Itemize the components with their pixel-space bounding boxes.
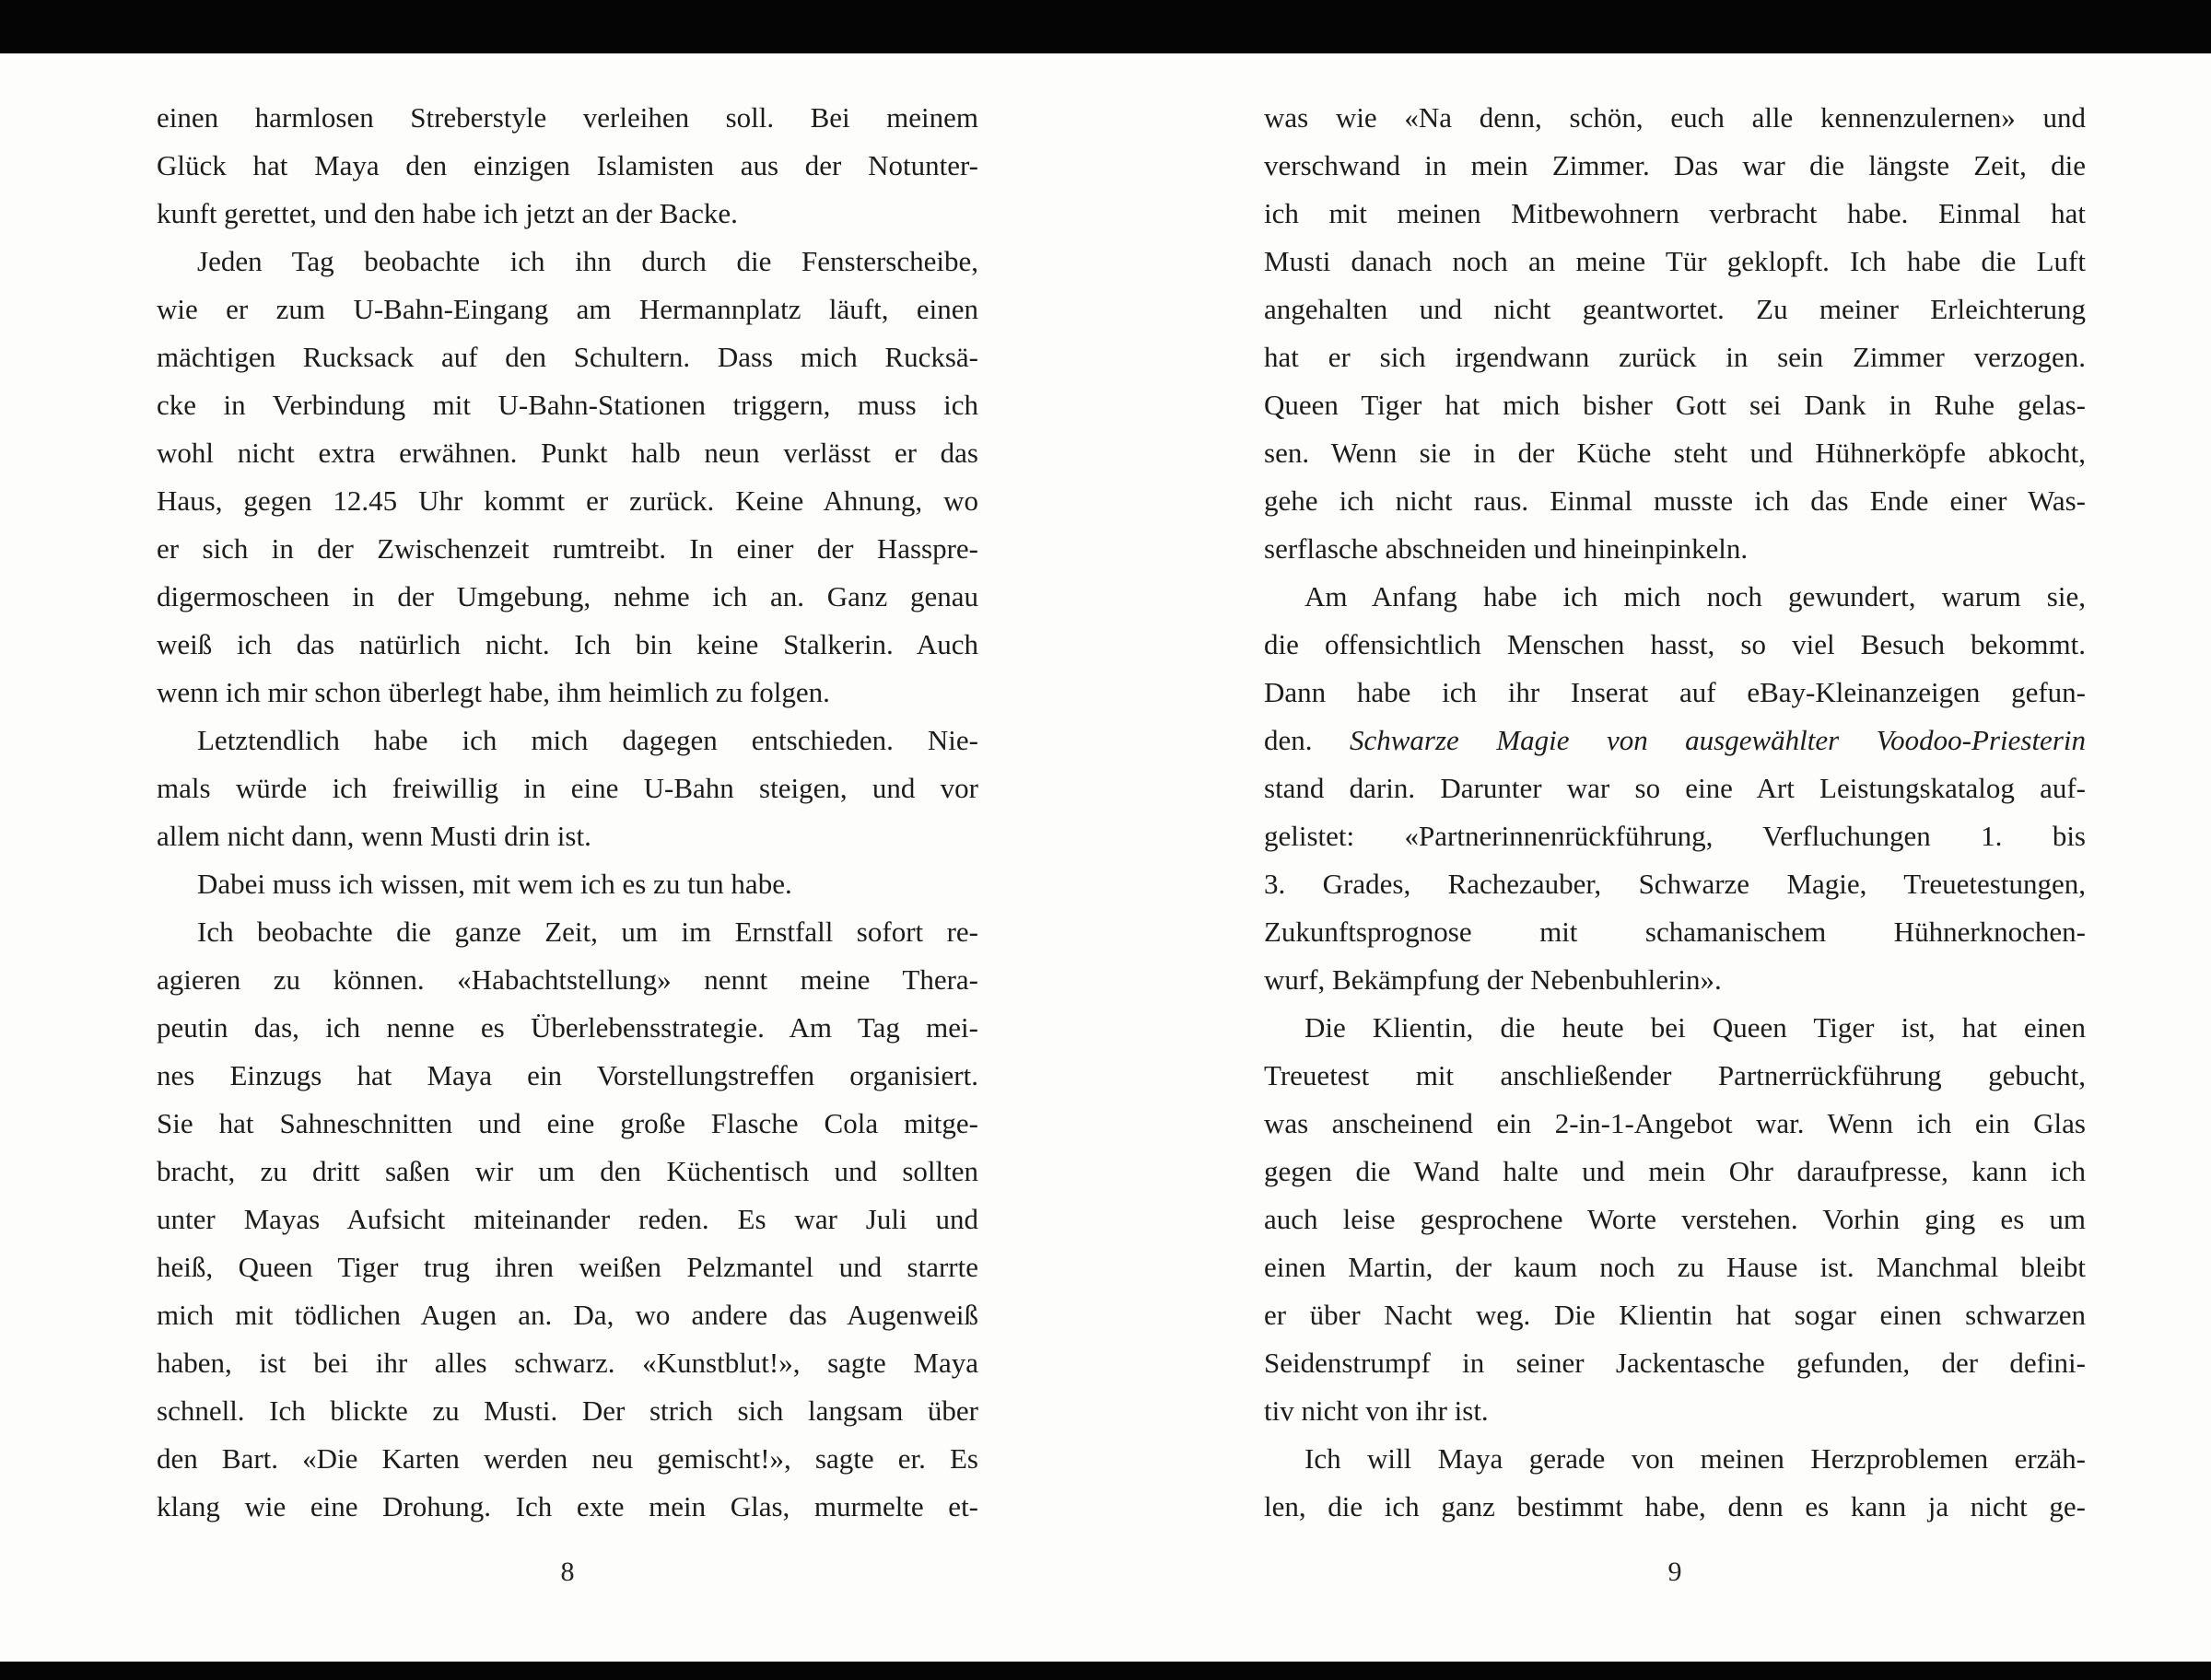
page-number-right: 9 xyxy=(1667,1557,1682,1587)
text-segment: was wie «Na denn, schön, euch alle kennenzulernen» und xyxy=(1264,101,2086,134)
paragraph xyxy=(1264,1004,2086,1435)
text-line xyxy=(1264,190,2086,238)
text-line xyxy=(1264,764,2086,812)
text-segment: haben, ist bei ihr alles schwarz. «Kunstblut!», sagte Maya xyxy=(157,1347,978,1379)
text-line xyxy=(157,1387,978,1435)
text-line xyxy=(157,860,978,908)
text-segment: er über Nacht weg. Die Klientin hat sogar einen schwarzen xyxy=(1264,1299,2086,1331)
text-segment: Seidenstrumpf in seiner Jackentasche gefunden, der defini- xyxy=(1264,1347,2086,1379)
text-line xyxy=(157,1435,978,1483)
text-segment: len, die ich ganz bestimmt habe, denn es kann ja nicht ge- xyxy=(1264,1490,2086,1522)
text-line xyxy=(157,1052,978,1100)
text-segment: Zukunftsprognose mit schamanischem Hühnerknochen- xyxy=(1264,916,2086,948)
text-line xyxy=(1264,1004,2086,1052)
text-line xyxy=(157,429,978,477)
text-line xyxy=(1264,477,2086,525)
text-segment: heiß, Queen Tiger trug ihren weißen Pelzmantel und starrte xyxy=(157,1251,978,1283)
text-segment: allem nicht dann, wenn Musti drin ist. xyxy=(157,820,591,852)
text-line xyxy=(1264,94,2086,142)
text-line xyxy=(157,1339,978,1387)
text-line xyxy=(157,717,978,764)
paragraph xyxy=(1264,94,2086,573)
text-segment: Treuetest mit anschließender Partnerrückführung gebucht, xyxy=(1264,1059,2086,1091)
text-line xyxy=(157,1148,978,1196)
text-line xyxy=(157,286,978,333)
text-line xyxy=(157,764,978,812)
text-segment: gelistet: «Partnerinnenrückführung, Verfluchungen 1. bis xyxy=(1264,820,2086,852)
text-segment: Musti danach noch an meine Tür geklopft. Ich habe die Luft xyxy=(1264,245,2086,277)
text-segment: schnell. Ich blickte zu Musti. Der strich sich langsam über xyxy=(157,1394,978,1427)
paragraph xyxy=(157,238,978,717)
text-segment: gehe ich nicht raus. Einmal musste ich das Ende einer Was- xyxy=(1264,484,2086,517)
text-segment: Letztendlich habe ich mich dagegen entschieden. Nie- xyxy=(197,724,978,756)
text-line xyxy=(1264,238,2086,286)
text-segment: 3. Grades, Rachezauber, Schwarze Magie, Treuetestungen, xyxy=(1264,868,2086,900)
text-segment: die offensichtlich Menschen hasst, so viel Besuch bekommt. xyxy=(1264,628,2086,660)
text-line xyxy=(1264,381,2086,429)
text-line xyxy=(157,621,978,669)
text-segment: wie er zum U-Bahn-Eingang am Hermannplatz läuft, einen xyxy=(157,293,978,325)
text-segment: Queen Tiger hat mich bisher Gott sei Dank in Ruhe gelas- xyxy=(1264,389,2086,421)
text-line xyxy=(1264,1483,2086,1531)
text-line xyxy=(1264,525,2086,573)
text-line xyxy=(1264,1148,2086,1196)
text-line xyxy=(1264,860,2086,908)
text-segment: Sie hat Sahneschnitten und eine große Flasche Cola mitge- xyxy=(157,1107,978,1139)
text-line xyxy=(157,1291,978,1339)
text-line xyxy=(1264,1196,2086,1243)
text-segment: gegen die Wand halte und mein Ohr daraufpresse, kann ich xyxy=(1264,1155,2086,1187)
text-line xyxy=(1264,1243,2086,1291)
text-segment: den Bart. «Die Karten werden neu gemischt!», sagte er. Es xyxy=(157,1442,978,1475)
text-line xyxy=(1264,1387,2086,1435)
text-segment: bracht, zu dritt saßen wir um den Küchentisch und sollten xyxy=(157,1155,978,1187)
italic-text-segment: Schwarze Magie von ausgewählter Voodoo-Priesterin xyxy=(1349,724,2086,756)
bottom-black-bar xyxy=(0,1662,2211,1680)
text-segment: mächtigen Rucksack auf den Schultern. Dass mich Rucksä- xyxy=(157,341,978,373)
text-line xyxy=(157,381,978,429)
text-segment: Dabei muss ich wissen, mit wem ich es zu tun habe. xyxy=(197,868,792,900)
text-segment: wenn ich mir schon überlegt habe, ihm heimlich zu folgen. xyxy=(157,676,830,708)
text-segment: was anscheinend ein 2-in-1-Angebot war. Wenn ich ein Glas xyxy=(1264,1107,2086,1139)
text-segment: Die Klientin, die heute bei Queen Tiger ist, hat einen xyxy=(1304,1011,2086,1044)
top-black-bar xyxy=(0,0,2211,53)
text-segment: Haus, gegen 12.45 Uhr kommt er zurück. Keine Ahnung, wo xyxy=(157,484,978,517)
text-line xyxy=(1264,669,2086,717)
text-segment: verschwand in mein Zimmer. Das war die längste Zeit, die xyxy=(1264,149,2086,181)
text-line xyxy=(157,1483,978,1531)
text-segment: mals würde ich freiwillig in eine U-Bahn steigen, und vor xyxy=(157,772,978,804)
text-line xyxy=(157,477,978,525)
text-segment: einen harmlosen Streberstyle verleihen soll. Bei meinem xyxy=(157,101,978,134)
text-segment: serflasche abschneiden und hineinpinkeln. xyxy=(1264,532,1749,565)
text-segment: unter Mayas Aufsicht miteinander reden. Es war Juli und xyxy=(157,1203,978,1235)
text-line xyxy=(1264,1291,2086,1339)
text-segment: peutin das, ich nenne es Überlebensstrategie. Am Tag mei- xyxy=(157,1011,978,1044)
text-line xyxy=(1264,142,2086,190)
text-segment: Am Anfang habe ich mich noch gewundert, warum sie, xyxy=(1304,580,2086,612)
text-segment: agieren zu können. «Habachtstellung» nennt meine Thera- xyxy=(157,963,978,996)
text-line xyxy=(157,1196,978,1243)
paragraph xyxy=(157,717,978,860)
text-segment: stand darin. Darunter war so eine Art Leistungskatalog auf- xyxy=(1264,772,2086,804)
text-line xyxy=(157,1100,978,1148)
paragraph xyxy=(157,908,978,1531)
text-line xyxy=(1264,621,2086,669)
text-segment: nes Einzugs hat Maya ein Vorstellungstreffen organisiert. xyxy=(157,1059,978,1091)
page-left-text-block xyxy=(157,94,978,1531)
text-line xyxy=(157,956,978,1004)
text-segment: einen Martin, der kaum noch zu Hause ist. Manchmal bleibt xyxy=(1264,1251,2086,1283)
text-segment: kunft gerettet, und den habe ich jetzt an der Backe. xyxy=(157,197,738,229)
page-number-left: 8 xyxy=(560,1557,575,1587)
text-segment: wurf, Bekämpfung der Nebenbuhlerin». xyxy=(1264,963,1722,996)
text-segment: Jeden Tag beobachte ich ihn durch die Fensterscheibe, xyxy=(197,245,978,277)
text-line xyxy=(1264,1339,2086,1387)
text-segment: cke in Verbindung mit U-Bahn-Stationen triggern, muss ich xyxy=(157,389,978,421)
text-segment: mich mit tödlichen Augen an. Da, wo andere das Augenweiß xyxy=(157,1299,978,1331)
text-segment: tiv nicht von ihr ist. xyxy=(1264,1394,1489,1427)
text-line xyxy=(157,142,978,190)
text-segment: digermoscheen in der Umgebung, nehme ich an. Ganz genau xyxy=(157,580,978,612)
text-segment: hat er sich irgendwann zurück in sein Zimmer verzogen. xyxy=(1264,341,2086,373)
text-line xyxy=(1264,429,2086,477)
text-line xyxy=(157,573,978,621)
text-segment: Dann habe ich ihr Inserat auf eBay-Kleinanzeigen gefun- xyxy=(1264,676,2086,708)
text-segment: den. xyxy=(1264,724,1350,756)
text-line xyxy=(1264,286,2086,333)
page-right-text-block xyxy=(1264,94,2086,1531)
text-line xyxy=(1264,1435,2086,1483)
text-line xyxy=(157,238,978,286)
text-line xyxy=(1264,812,2086,860)
text-segment: Ich will Maya gerade von meinen Herzproblemen erzäh- xyxy=(1304,1442,2086,1475)
text-line xyxy=(1264,908,2086,956)
text-line xyxy=(157,94,978,142)
text-segment: wohl nicht extra erwähnen. Punkt halb neun verlässt er das xyxy=(157,437,978,469)
text-segment: weiß ich das natürlich nicht. Ich bin keine Stalkerin. Auch xyxy=(157,628,978,660)
paragraph xyxy=(1264,573,2086,1004)
text-line xyxy=(1264,956,2086,1004)
text-segment: auch leise gesprochene Worte verstehen. Vorhin ging es um xyxy=(1264,1203,2086,1235)
text-line xyxy=(1264,573,2086,621)
text-segment: klang wie eine Drohung. Ich exte mein Glas, murmelte et- xyxy=(157,1490,978,1522)
text-line xyxy=(157,812,978,860)
text-line xyxy=(157,333,978,381)
text-segment: er sich in der Zwischenzeit rumtreibt. In einer der Hasspre- xyxy=(157,532,978,565)
text-line xyxy=(157,669,978,717)
paragraph xyxy=(157,94,978,238)
text-line xyxy=(1264,333,2086,381)
text-segment: Glück hat Maya den einzigen Islamisten aus der Notunter- xyxy=(157,149,978,181)
text-line xyxy=(1264,1052,2086,1100)
text-line xyxy=(1264,1100,2086,1148)
text-line xyxy=(157,1243,978,1291)
text-line xyxy=(157,1004,978,1052)
text-segment: ich mit meinen Mitbewohnern verbracht habe. Einmal hat xyxy=(1264,197,2086,229)
text-line xyxy=(157,908,978,956)
text-segment: Ich beobachte die ganze Zeit, um im Ernstfall sofort re- xyxy=(197,916,978,948)
text-segment: sen. Wenn sie in der Küche steht und Hühnerköpfe abkocht, xyxy=(1264,437,2086,469)
paragraph xyxy=(157,860,978,908)
text-segment: angehalten und nicht geantwortet. Zu meiner Erleichterung xyxy=(1264,293,2086,325)
text-line xyxy=(157,190,978,238)
text-line xyxy=(157,525,978,573)
text-line xyxy=(1264,717,2086,764)
paragraph xyxy=(1264,1435,2086,1531)
